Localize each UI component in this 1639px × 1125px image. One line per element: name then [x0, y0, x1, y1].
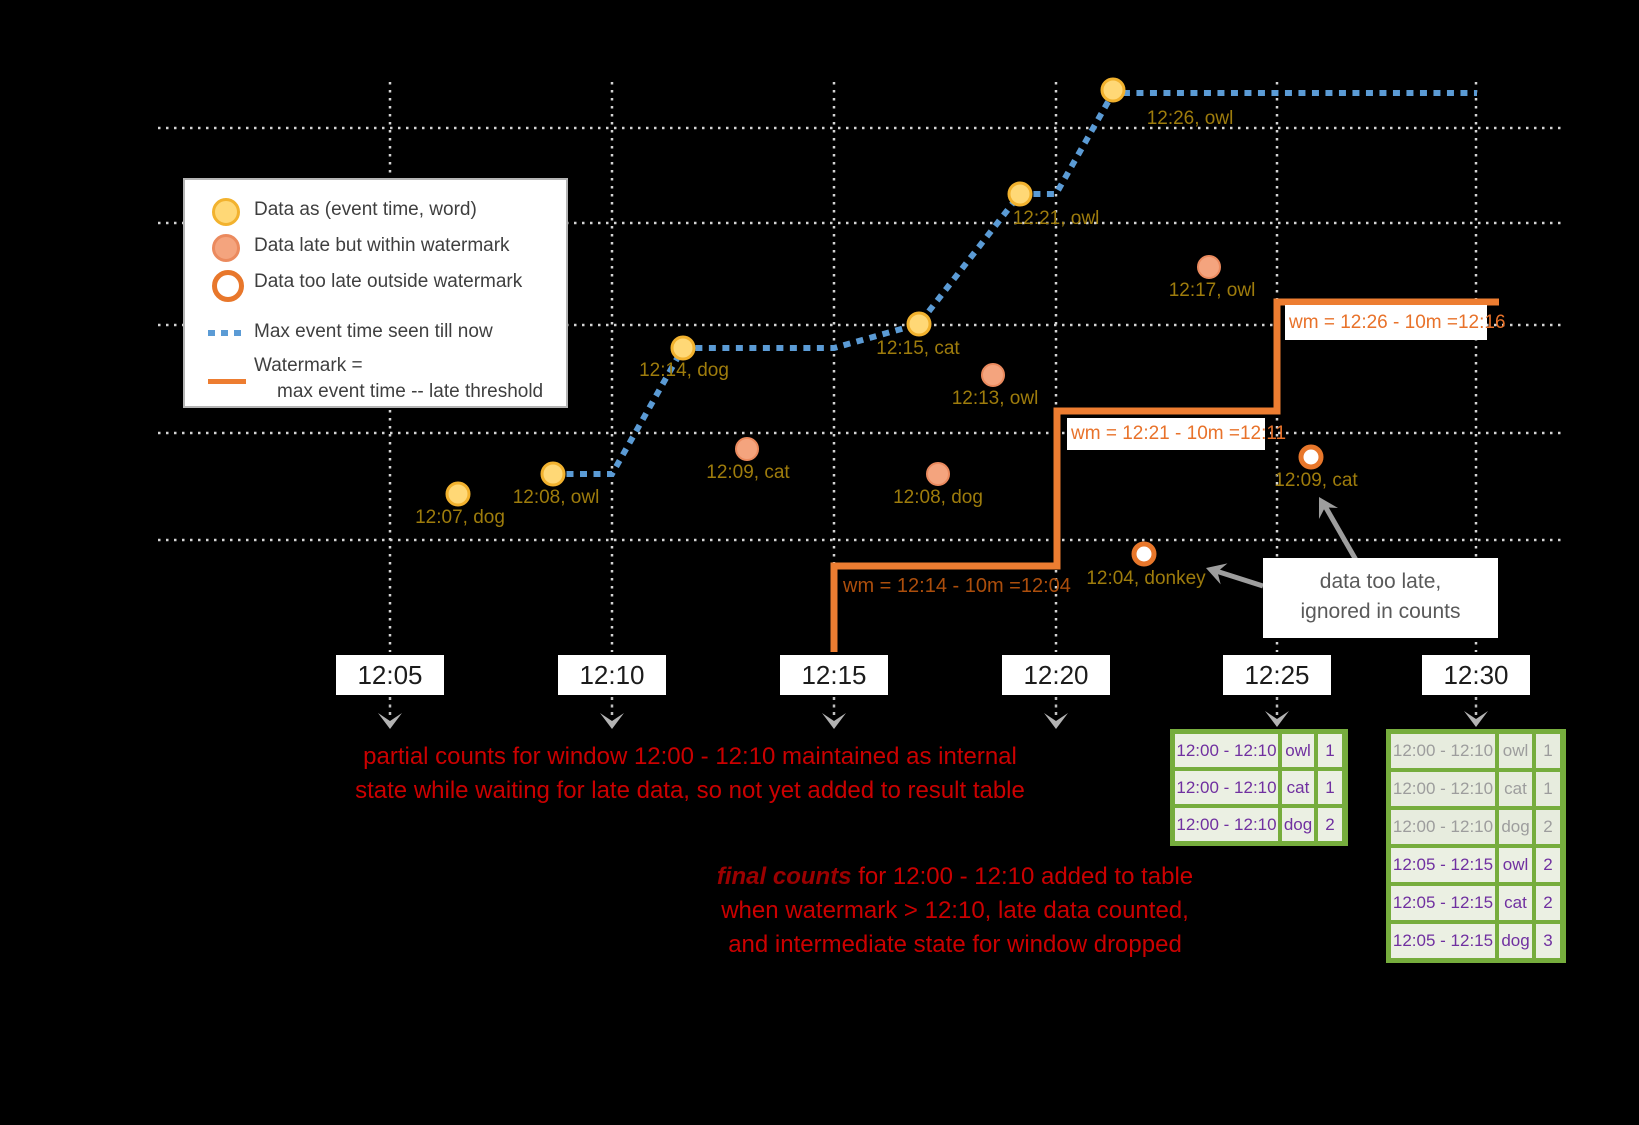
table-cell: 1 — [1536, 772, 1560, 806]
point-label: 12:21, owl — [1012, 208, 1100, 229]
point-late — [982, 364, 1004, 386]
point-on-time — [542, 463, 564, 485]
point-label: 12:08, dog — [893, 487, 983, 508]
watermark-line-icon — [208, 379, 246, 384]
table-cell: 2 — [1318, 808, 1342, 841]
result-table-12-30 — [1386, 729, 1566, 963]
too-late-points — [1134, 447, 1321, 564]
table-cell: 12:00 - 12:10 — [1175, 771, 1278, 804]
final-counts-note — [690, 860, 1220, 962]
table-cell: 12:05 - 12:15 — [1391, 886, 1495, 920]
point-late — [1198, 256, 1220, 278]
point-label: 12:07, dog — [415, 507, 505, 528]
too-late-callout-line2: ignored in counts — [1300, 600, 1461, 623]
max-event-time-line — [553, 93, 1477, 474]
watermark-label-1: wm = 12:14 - 10m =12:04 — [843, 575, 1071, 597]
point-label: 12:09, cat — [706, 462, 790, 483]
legend-item-label: Max event time seen till now — [254, 321, 493, 342]
tick-12-05: 12:05 — [336, 655, 444, 695]
watermark-label-2: wm = 12:21 - 10m =12:11 — [1067, 418, 1265, 450]
point-on-time — [1102, 79, 1124, 101]
point-label: 12:26, owl — [1146, 108, 1234, 129]
point-on-time — [672, 337, 694, 359]
point-label: 12:13, owl — [951, 388, 1039, 409]
arrowhead-icon — [378, 711, 1488, 729]
trigger-arrows — [378, 697, 1488, 729]
table-cell: cat — [1499, 772, 1532, 806]
table-cell: 12:00 - 12:10 — [1391, 810, 1495, 844]
late-points — [736, 256, 1220, 485]
table-cell: 2 — [1536, 810, 1560, 844]
too-late-callout-line1: data too late, — [1319, 570, 1442, 593]
legend-item-label: Data as (event time, word) — [254, 199, 477, 220]
point-too-late — [1134, 544, 1154, 564]
table-cell: owl — [1499, 848, 1532, 882]
point-late — [736, 438, 758, 460]
table-cell: 12:05 - 12:15 — [1391, 924, 1495, 958]
final-counts-line2: when watermark > 12:10, late data counted, — [721, 897, 1189, 924]
final-counts-line1: final counts for 12:00 - 12:10 added to table — [716, 863, 1194, 890]
table-cell: 3 — [1536, 924, 1560, 958]
partial-counts-line2: state while waiting for late data, so not yet added to result table — [355, 777, 1025, 804]
legend-item-label: max event time -- late threshold — [277, 381, 544, 402]
table-cell: cat — [1499, 886, 1532, 920]
table-cell: 12:00 - 12:10 — [1391, 772, 1495, 806]
table-cell: 12:00 - 12:10 — [1175, 734, 1278, 767]
table-cell: 12:00 - 12:10 — [1391, 734, 1495, 768]
final-counts-line3: and intermediate state for window dropped — [728, 931, 1182, 958]
point-late — [927, 463, 949, 485]
partial-counts-note — [320, 740, 1060, 808]
tick-12-20: 12:20 — [1002, 655, 1110, 695]
table-cell: 12:00 - 12:10 — [1175, 808, 1278, 841]
table-cell: dog — [1499, 924, 1532, 958]
table-cell: owl — [1499, 734, 1532, 768]
result-table-12-25 — [1170, 729, 1348, 846]
table-cell: 2 — [1536, 886, 1560, 920]
table-cell: 1 — [1318, 771, 1342, 804]
table-cell: 12:05 - 12:15 — [1391, 848, 1495, 882]
point-label: 12:14, dog — [639, 360, 729, 381]
legend-item-label: Data too late outside watermark — [254, 271, 523, 292]
too-late-legend-icon — [212, 270, 244, 302]
tick-12-15: 12:15 — [780, 655, 888, 695]
final-counts-emphasis: final counts — [716, 863, 852, 890]
table-cell: 2 — [1536, 848, 1560, 882]
table-cell: dog — [1499, 810, 1532, 844]
point-too-late — [1301, 447, 1321, 467]
point-on-time — [908, 313, 930, 335]
tick-12-30: 12:30 — [1422, 655, 1530, 695]
point-on-time — [1009, 183, 1031, 205]
table-cell: cat — [1282, 771, 1314, 804]
point-label: 12:15, cat — [876, 338, 960, 359]
on-time-legend-icon — [212, 198, 240, 226]
table-cell: 1 — [1536, 734, 1560, 768]
point-label: 12:08, owl — [512, 487, 600, 508]
table-cell: owl — [1282, 734, 1314, 767]
tick-12-25: 12:25 — [1223, 655, 1331, 695]
point-label: 12:17, owl — [1168, 280, 1256, 301]
tick-12-10: 12:10 — [558, 655, 666, 695]
late-legend-icon — [212, 234, 240, 262]
too-late-callout — [1263, 558, 1498, 638]
arrowhead-icon — [1309, 492, 1338, 519]
point-on-time — [447, 483, 469, 505]
watermark-label-3: wm = 12:26 - 10m =12:16 — [1285, 305, 1487, 340]
max-event-time-line-icon — [208, 330, 246, 336]
legend-item-label: Data late but within watermark — [254, 235, 510, 256]
legend — [183, 178, 568, 408]
point-label: 12:09, cat — [1274, 470, 1358, 491]
table-cell: 1 — [1318, 734, 1342, 767]
legend-item-label: Watermark = — [254, 355, 363, 376]
table-cell: dog — [1282, 808, 1314, 841]
partial-counts-line1: partial counts for window 12:00 - 12:10 maintained as internal — [363, 743, 1017, 770]
point-label: 12:04, donkey — [1086, 568, 1206, 589]
